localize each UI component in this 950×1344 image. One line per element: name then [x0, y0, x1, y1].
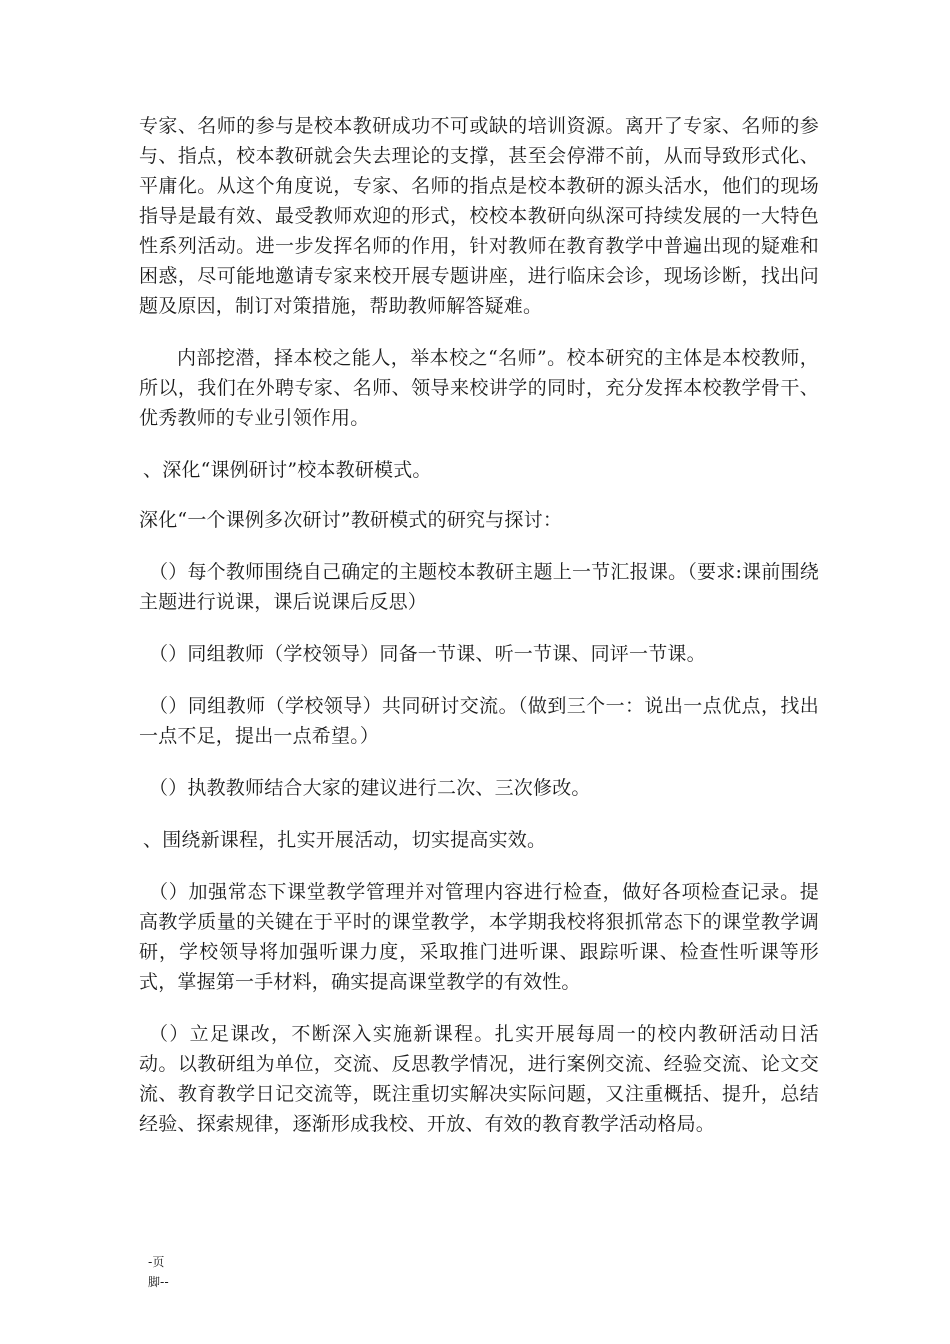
paragraph-case-study-intro: 深化“一个课例多次研讨”教研模式的研究与探讨： — [139, 509, 563, 531]
footer-line-1: -页 — [148, 1255, 165, 1269]
footer-line-2: 脚-- — [148, 1275, 169, 1289]
section-heading-case-study: 、深化“课例研讨”校本教研模式。 — [143, 459, 432, 481]
list-item-classroom-management: （）加强常态下课堂教学管理并对管理内容进行检查，做好各项检查记录。提高教学质量的关键在于平时的课堂教学，本学期我校将狠抓常态下的课堂教学调研，学校领导将加强听课力度，采取推门进听课、跟踪听课、检查性听课等形式，掌握第一手材料，确实提高课堂教学的有效性。 — [139, 881, 819, 993]
list-item-co-prepare: （）同组教师（学校领导）同备一节课、听一节课、同评一节课。 — [149, 643, 706, 665]
list-item-discussion: （）同组教师（学校领导）共同研讨交流。（做到三个一：说出一点优点，找出一点不足，提出一点希望。） — [139, 695, 819, 747]
paragraph-experts: 专家、名师的参与是校本教研成功不可或缺的培训资源。离开了专家、名师的参与、指点，校本教研就会失去理论的支撑，甚至会停滞不前，从而导致形式化、平庸化。从这个角度说，专家、名师的指点是校本教研的源头活水，他们的现场指导是最有效、最受教师欢迎的形式，校校本教研向纵深可持续发展的一大特色性系列活动。进一步发挥名师的作用，针对教师在教育教学中普遍出现的疑难和困惑，尽可能地邀请专家来校开展专题讲座，进行临床会诊，现场诊断，找出问题及原因，制订对策措施，帮助教师解答疑难。 — [139, 115, 819, 317]
page-footer — [148, 1252, 188, 1292]
list-item-revision: （）执教教师结合大家的建议进行二次、三次修改。 — [149, 777, 591, 799]
paragraph-internal-teachers: 内部挖潜，择本校之能人，举本校之“名师”。校本研究的主体是本校教师，所以，我们在外聘专家、名师、领导来校讲学的同时，充分发挥本校教学骨干、优秀教师的专业引领作用。 — [139, 347, 819, 429]
section-heading-new-curriculum: 、围绕新课程，扎实开展活动，切实提高实效。 — [143, 829, 547, 851]
document-body — [139, 111, 819, 1139]
list-item-curriculum-reform: （）立足课改，不断深入实施新课程。扎实开展每周一的校内教研活动日活动。以教研组为单位，交流、反思教学情况，进行案例交流、经验交流、论文交流、教育教学日记交流等，既注重切实解决实际问题，又注重概括、提升，总结经验、探索规律，逐渐形成我校、开放、有效的教育教学活动格局。 — [139, 1023, 819, 1135]
list-item-report-lesson: （）每个教师围绕自己确定的主题校本教研主题上一节汇报课。（要求:课前围绕主题进行说课，课后说课后反思） — [139, 561, 819, 613]
